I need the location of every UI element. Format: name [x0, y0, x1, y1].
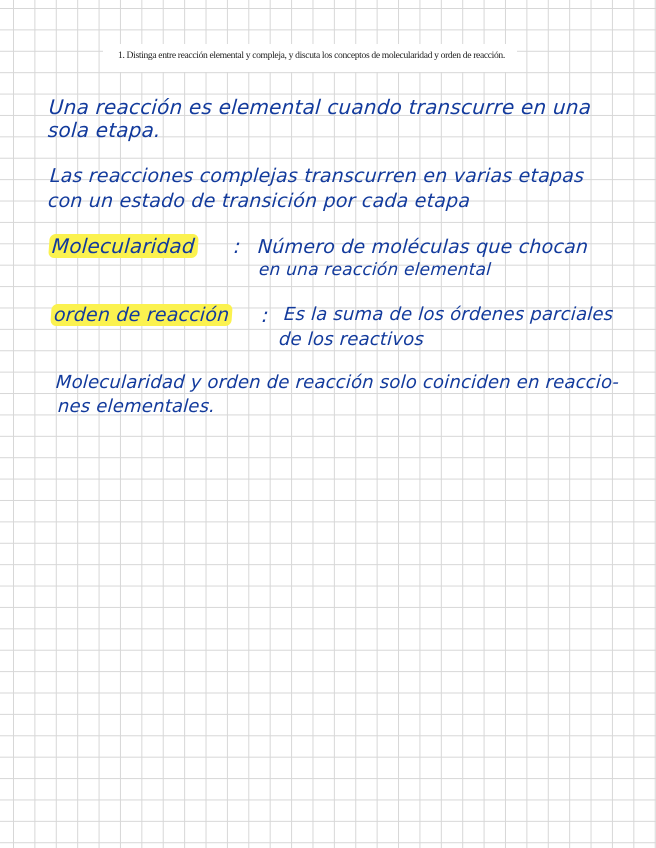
note-line-5: Molecularidad y orden de reacción solo coinciden en reaccio-	[55, 372, 620, 393]
term-separator-1: :	[233, 234, 242, 258]
definition-orden-line-1: Es la suma de los órdenes parciales	[283, 304, 615, 325]
note-line-6: nes elementales.	[57, 396, 216, 417]
term-orden-de-reaccion: orden de reacción	[50, 304, 233, 326]
note-line-4: con un estado de transición por cada etapa	[47, 190, 472, 212]
definition-molecularidad-line-2: en una reacción elemental	[258, 260, 492, 280]
note-line-2: sola etapa.	[47, 118, 162, 142]
term-molecularidad: Molecularidad	[48, 234, 199, 258]
definition-orden-line-2: de los reactivos	[278, 329, 425, 350]
term-separator-2: :	[261, 303, 270, 327]
question-text: 1. Distinga entre reacción elemental y compleja, y discuta los conceptos de molecularidad y orden de reacción.	[118, 50, 505, 61]
note-line-3: Las reacciones complejas transcurren en varias etapas	[49, 165, 586, 187]
definition-molecularidad-line-1: Número de moléculas que chocan	[257, 236, 590, 258]
note-line-1: Una reacción es elemental cuando transcurre en una	[48, 95, 593, 119]
